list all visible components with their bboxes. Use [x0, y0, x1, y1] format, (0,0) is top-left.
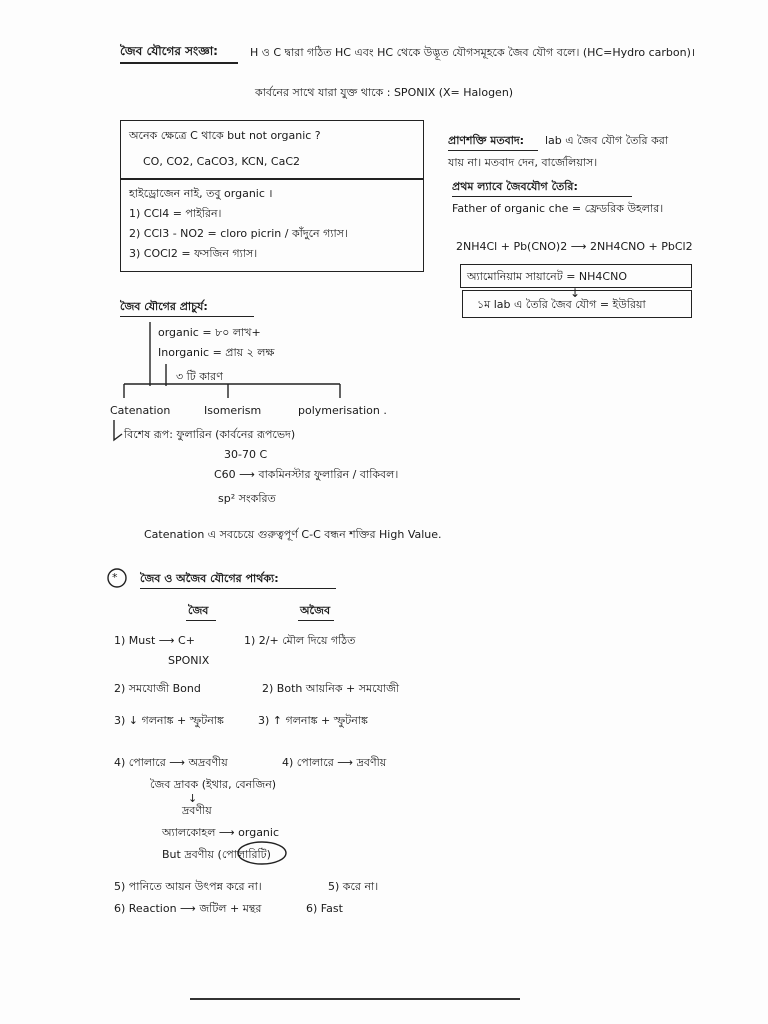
row4-sub3: অ্যালকোহল ⟶ organic	[162, 826, 280, 839]
row4-right: 4) পোলারে ⟶ দ্রবণীয়	[282, 756, 387, 769]
col-inorganic: অজৈব	[300, 604, 331, 617]
row3-right: 3) ↑ গলনাঙ্ক + স্ফুটনাঙ্ক	[258, 714, 368, 727]
organic-count: organic = ৮০ লাখ+	[158, 326, 261, 339]
examples-text: CO, CO2, CaCO3, KCN, CaC2	[143, 155, 301, 168]
c60-text: C60 ⟶ বাকমিনস্টার ফুলারিন / বাকিবল।	[214, 468, 399, 481]
row1-right: 1) 2/+ মৌল দিয়ে গঠিত	[244, 634, 356, 647]
col-inorganic-underline	[298, 620, 334, 621]
row5-left: 5) পানিতে আয়ন উৎপন্ন করে না।	[114, 880, 262, 893]
branch-catenation: Catenation	[110, 404, 171, 417]
question-text: অনেক ক্ষেত্রে C থাকে but not organic ?	[129, 129, 321, 142]
branch-isomerism: Isomerism	[204, 404, 262, 417]
comparison-underline	[140, 588, 336, 589]
row4-sub2: দ্রবণীয়	[182, 804, 212, 817]
reasons-label: ৩ টি কারণ	[176, 370, 223, 383]
row3-left: 3) ↓ গলনাঙ্ক + স্ফুটনাঙ্ক	[114, 714, 224, 727]
row5-right: 5) করে না।	[328, 880, 379, 893]
inorganic-count: Inorganic = প্রায় ২ লক্ষ	[158, 346, 275, 359]
vital-force-title: প্রাণশক্তি মতবাদ:	[448, 134, 525, 147]
col-organic-underline	[186, 620, 216, 621]
row2-right: 2) Both আয়নিক + সমযোজী	[262, 682, 400, 695]
vital-force-text-2: যায় না। মতবাদ দেন, বার্জেলিয়াস।	[448, 156, 598, 169]
abundance-title: জৈব যৌগের প্রাচুর্য:	[120, 300, 208, 313]
row6-right: 6) Fast	[306, 902, 343, 915]
row4-left: 4) পোলারে ⟶ অদ্রবণীয়	[114, 756, 228, 769]
star-icon: *	[112, 571, 118, 584]
down-arrow-icon: ↓	[570, 286, 581, 300]
header-title: জৈব যৌগের সংজ্ঞা:	[120, 44, 218, 58]
row4-sub4: But দ্রবণীয় (পোলারিটি)	[162, 848, 271, 861]
no-hydrogen-intro: হাইড্রোজেন নাই, তবু organic ।	[129, 187, 273, 200]
ammonium-cyanate-text: অ্যামোনিয়াম সায়ানেট = NH4CNO	[467, 270, 627, 283]
fullerene-text: বিশেষ রূপ: ফুলারিন (কার্বনের রূপভেদ)	[124, 428, 296, 441]
col-organic: জৈব	[188, 604, 209, 617]
carbon-range: 30-70 C	[224, 448, 268, 461]
page-bottom-rule	[190, 998, 520, 1000]
row4-sub1: জৈব দ্রাবক (ইথার, বেনজিন)	[150, 778, 277, 791]
list-item: 3) COCl2 = ফসজিন গ্যাস।	[129, 247, 258, 260]
father-text: Father of organic che = ফ্রেডরিক উহলার।	[452, 202, 664, 215]
catenation-note: Catenation এ সবচেয়ে গুরুত্বপূর্ণ C-C বন্ধন শক্তির High Value.	[144, 528, 442, 541]
list-item: 1) CCl4 = পাইরিন।	[129, 207, 222, 220]
equation: 2NH4Cl + Pb(CNO)2 ⟶ 2NH4CNO + PbCl2	[456, 240, 693, 253]
row1-left: 1) Must ⟶ C+	[114, 634, 195, 647]
row4-arrow-icon: ↓	[188, 792, 198, 805]
header-formula: কার্বনের সাথে যারা যুক্ত থাকে : SPONIX (X= Halogen)	[255, 86, 514, 99]
header-definition: H ও C দ্বারা গঠিত HC এবং HC থেকে উদ্ভূত যৌগসমূহকে জৈব যৌগ বলে। (HC=Hydro carbon)।	[250, 46, 696, 59]
comparison-title: জৈব ও অজৈব যৌগের পার্থক্য:	[140, 572, 279, 585]
row1-left-sub: SPONIX	[168, 654, 210, 667]
urea-text: ১ম lab এ তৈরি জৈব যৌগ = ইউরিয়া	[477, 298, 646, 311]
branch-polymerisation: polymerisation .	[298, 404, 387, 417]
list-item: 2) CCl3 - NO2 = cloro picrin / কাঁদুনে গ্যাস।	[129, 227, 348, 240]
vital-force-text-1: lab এ জৈব যৌগ তৈরি করা	[545, 134, 669, 147]
first-lab-title: প্রথম ল্যাবে জৈবযৌগ তৈরি:	[452, 180, 578, 193]
row6-left: 6) Reaction ⟶ জটিল + মন্থর	[114, 902, 262, 915]
row2-left: 2) সমযোজী Bond	[114, 682, 201, 695]
sp2-text: sp² সংকরিত	[218, 492, 276, 505]
